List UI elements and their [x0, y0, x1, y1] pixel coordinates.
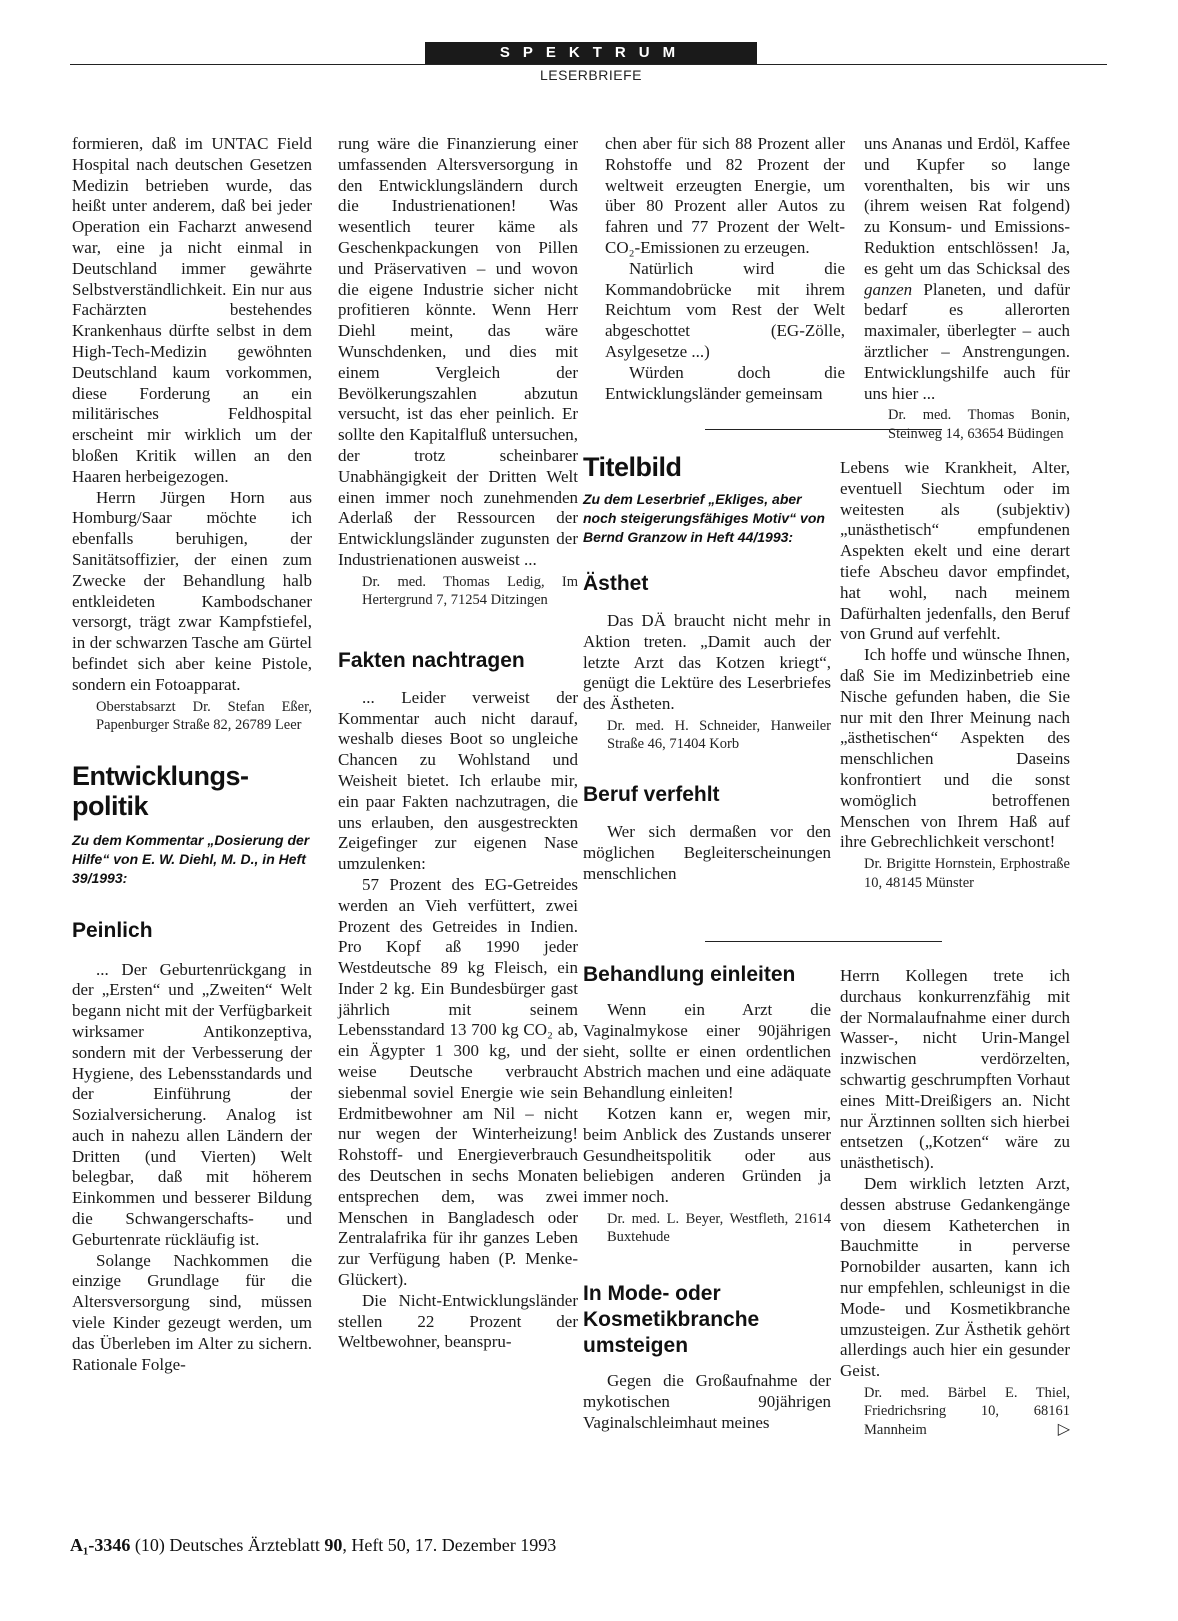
letter-title: Beruf verfehlt — [583, 782, 720, 806]
letter-signature: Dr. med. L. Beyer, Westfleth, 21614 Buxtehude — [607, 1210, 831, 1246]
body-paragraph: Dem wirklich letzten Arzt, dessen abstruse Gedankengänge von diesem Katheterchen in Bauchmitte in perverse Pornobilder ausarten, kann ich nur empfehlen, schleunigst in die Mode- und Kosmetikbranche umzusteigen. Zur Ästhetik gehört allerdings auch hier ein gesunder Geist. — [840, 1173, 1070, 1381]
section-title: Titelbild — [583, 452, 682, 482]
footer-issue-detail: , Heft 50, 17. Dezember 1993 — [342, 1535, 557, 1555]
letter-title: Peinlich — [72, 918, 153, 942]
footer-issue: (10) Deutsches Ärzteblatt — [134, 1535, 320, 1555]
continue-arrow-icon: ▷ — [1057, 1420, 1070, 1438]
column-3 — [605, 134, 845, 404]
section-header-bar: SPEKTRUM — [425, 42, 757, 64]
body-paragraph: Natürlich wird die Kommandobrücke mit ihrem Reichtum vom Rest der Welt abgeschottet (EG-Zölle, Asylgesetze ...) — [605, 258, 845, 361]
body-paragraph: Die Nicht-Entwicklungsländer stellen 22 Prozent der Weltbewohner, beanspru- — [338, 1290, 578, 1352]
body-paragraph: Gegen die Großaufnahme der mykotischen 90jährigen Vaginalschleimhaut meines — [583, 1370, 831, 1432]
signature-text: Dr. med. Bärbel E. Thiel, Friedrichsring 10, 68161 Mannheim — [864, 1384, 1070, 1438]
column-2 — [338, 134, 578, 1353]
body-paragraph: Lebens wie Krankheit, Alter, eventuell Siechtum oder im weitesten als (subjektiv) „unästhetisch“ empfundenen Aspekten ekelt und eine derart tiefe Abscheu davor empfindet, hat wohl, nach meinem Dafürhalten jedenfalls, den Beruf von Grund auf verfehlt. — [840, 458, 1070, 644]
letter-title: Ästhet — [583, 572, 649, 595]
letter-signature: Dr. Brigitte Hornstein, Erphostraße 10, 48145 Münster — [864, 856, 1070, 891]
column-3-lower — [583, 962, 831, 1433]
letter-title: In Mode- oder Kosmetikbranche umsteigen — [583, 1281, 760, 1357]
header-rule — [70, 64, 1107, 65]
body-paragraph: Kotzen kann er, wegen mir, beim Anblick des Zustands unserer Gesundheitspolitik oder aus beliebigen anderen Gründen ja immer noch. — [583, 1103, 831, 1207]
letter-signature: Dr. med. Thomas Ledig, Im Hertergrund 7, 71254 Ditzingen — [362, 573, 578, 609]
page-footer — [70, 1535, 556, 1556]
section-intro: Zu dem Leserbrief „Ekliges, aber noch steigerungsfähiges Motiv“ von Bernd Granzow in Heft 44/1993: — [583, 491, 825, 545]
letter-signature: Dr. med. Thomas Bonin, Steinweg 14, 63654 Büdingen — [888, 407, 1070, 442]
body-paragraph — [864, 134, 1070, 404]
body-paragraph: Würden doch die Entwicklungsländer gemeinsam — [605, 362, 845, 403]
page-code: A₁-3346 — [70, 1535, 131, 1555]
column-4-middle — [840, 458, 1070, 892]
letter-signature — [840, 1384, 1070, 1440]
titelbild-intro-block — [583, 452, 831, 884]
section-intro: Zu dem Kommentar „Dosierung der Hilfe“ von E. W. Diehl, M. D., in Heft 39/1993: — [72, 831, 310, 886]
body-paragraph: Das DÄ braucht nicht mehr in Aktion treten. „Damit auch der letzte Arzt das Kotzen kriegt“, genügt die Lektüre des Leserbriefes des Ästheten. — [583, 611, 831, 714]
body-paragraph: Wenn ein Arzt die Vaginalmykose einer 90jährigen sieht, sollte er einen ordentlichen Abstrich machen und eine adäquate Behandlung einleiten! — [583, 1000, 831, 1103]
body-paragraph: Wer sich dermaßen vor den möglichen Begleiterscheinungen menschlichen — [583, 821, 831, 883]
letter-title: Fakten nachtragen — [338, 648, 525, 672]
footer-volume: 90 — [324, 1535, 343, 1555]
section-subtitle: LESERBRIEFE — [540, 67, 642, 83]
body-paragraph: Herrn Jürgen Horn aus Homburg/Saar möchte ich ebenfalls beruhigen, der Sanitätsoffizier, der einen zum Zwecke der Behandlung halb entkleideten Kambodschaner versorgt, trägt zwar Kampfstiefel, in der schwarzen Tasche am Gürtel befindet sich aber keine Pistole, sondern ein Fotoapparat. — [72, 487, 312, 694]
column-4-lower — [840, 966, 1070, 1439]
body-paragraph: 57 Prozent des EG-Getreides werden an Vieh verfüttert, zwei Prozent des Getreides in Indien. Pro Kopf aß 1990 jeder Westdeutsche 89 kg Fleisch, ein Inder 2 kg. Ein Bundesbürger gast jährlich mit seinem Lebensstandard 13 700 kg CO₂ ab, ein Ägypter 1 300 kg, und der weise Deutsche verbraucht siebenmal soviel Energie wie sein Erdmitbewohner am Nil – nicht nur wegen der Winterheizung! Rohstoff- und Energieverbrauch des Deutschen in sechs Monaten entsprechen dem, was zwei Menschen in Bangladesch oder Zentralafrika für ihr ganzes Leben zur Verfügung haben (P. Menke-Glückert). — [338, 874, 578, 1290]
column-1 — [72, 134, 312, 1375]
section-divider — [705, 941, 942, 942]
letter-title: Behandlung einleiten — [583, 963, 796, 986]
text-run: uns Ananas und Erdöl, Kaffee und Kupfer so lange vorenthalten, bis wir uns (ihrem weisen Rat folgend) zu Konsum- und Emissions-Reduktion entschlössen! Ja, es geht um das Schicksal des — [864, 134, 1070, 278]
body-paragraph: formieren, daß im UNTAC Field Hospital nach deutschen Gesetzen Medizin betrieben wurde, das heißt unter anderem, daß bei jeder Operation ein Facharzt anwesend war, eine ja nicht einmal in Deutschland immer gewährte Selbstverständlichkeit. Ein nur aus Fachärzten bestehendes Krankenhaus dürfte selbst in dem High-Tech-Medizin gewöhnten Deutschland kaum vorkommen, diese Forderung an ein militärisches Feldhospital erscheint mir wirklich um der bloßen Kritik willen an den Haaren herbeigezogen. — [72, 134, 312, 486]
body-paragraph: Ich hoffe und wünsche Ihnen, daß Sie im Medizinbetrieb eine Nische gefunden haben, die Sie nur mit den Ihrer Meinung nach „ästhetischen“ Aspekten des menschlichen Daseins konfrontiert und die sonst womöglich betroffenen Menschen von Ihrem Haß auf ihre Gebrechlichkeit verschont! — [840, 645, 1070, 852]
text-run: Planeten, und dafür bedarf es allerorten maximaler, überlegter – auch ärztlicher – Anstrengungen. Entwicklungshilfe auch für uns hier ... — [864, 279, 1070, 403]
text-emphasis: ganzen — [864, 279, 913, 299]
section-title: Entwicklungs-politik — [72, 760, 249, 821]
letter-signature: Oberstabsarzt Dr. Stefan Eßer, Papenburger Straße 82, 26789 Leer — [96, 698, 312, 734]
body-paragraph: chen aber für sich 88 Prozent aller Rohstoffe und 82 Prozent der weltweit erzeugten Energie, um über 80 Prozent aller Autos zu fahren und 77 Prozent der Welt-CO₂-Emissionen zu erzeugen. — [605, 134, 845, 257]
body-paragraph: ... Leider verweist der Kommentar auch nicht darauf, weshalb dieses Boot so ungleiche Chancen zu Wohlstand und Weisheit bietet. Ich erlaube mir, ein paar Fakten nachzutragen, die uns erlauben, den ausgestreckten Zeigefinger zur eigenen Nase umzulenken: — [338, 687, 578, 874]
body-paragraph: ... Der Geburtenrückgang in der „Ersten“ und „Zweiten“ Welt begann nicht mit der Verfügbarkeit wirksamer Antikonzeptiva, sondern mit der Verbesserung der Hygiene, des Lebensstandards und der Einführung der Sozialversicherung. Analog ist auch in nahezu allen Ländern der Dritten (und Vierten) Welt belegbar, daß mit höherem Einkommen und besserer Bildung die Schwangerschafts- und Geburtenrate rückläufig ist. — [72, 959, 312, 1249]
letter-signature: Dr. med. H. Schneider, Hanweiler Straße 46, 71404 Korb — [607, 717, 831, 753]
body-paragraph: rung wäre die Finanzierung einer umfassenden Altersversorgung in den Entwicklungsländern durch die Industrienationen! Was wesentlich teurer käme als Geschenkpackungen von Pillen und Präservativen – und wovon die eigene Industrie sicher nicht profitieren könnte. Wenn Herr Diehl meint, das wäre Wunschdenken, und dies mit einem Vergleich der Bevölkerungszahlen abzutun versucht, ist das eher peinlich. Er sollte den Kapitalfluß untersuchen, der trotz scheinbarer Unabhängigkeit der Dritten Welt einen immer noch zunehmenden Aderlaß der Ressourcen der Entwicklungsländer zugunsten der Industrienationen ausweist ... — [338, 134, 578, 569]
body-paragraph: Solange Nachkommen die einzige Grundlage für die Altersversorgung sind, müssen viele Kinder gezeugt werden, um das Überleben im Alter zu sichern. Rationale Folge- — [72, 1250, 312, 1374]
column-4-top — [864, 134, 1070, 443]
body-paragraph: Herrn Kollegen trete ich durchaus konkurrenzfähig mit der Normalaufnahme einer durch Wasser-, nicht Urin-Mangel inzwischen verdörzelten, schwartig geschrumpften Vorhaut eines Mitt-Dreißigers an. Nicht nur Ärztinnen sollten sich hierbei entsetzen („Kotzen“ wäre zu unästhetisch). — [840, 966, 1070, 1173]
